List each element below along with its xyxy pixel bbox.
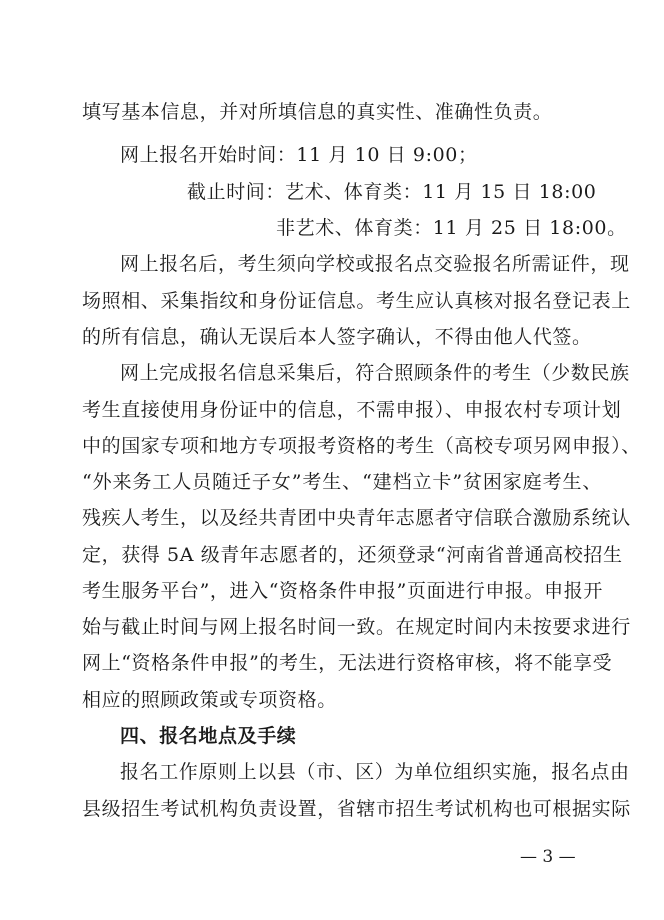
text-line: 考生服务平台”，进入“资格条件申报”页面进行申报。申报开 <box>82 580 603 602</box>
text-line: 县级招生考试机构负责设置，省辖市招生考试机构也可根据实际 <box>82 798 631 820</box>
text-line: 截止时间：艺术、体育类：11 月 15 日 18:00 <box>187 181 597 203</box>
text-line: 网上完成报名信息采集后，符合照顾条件的考生（少数民族 <box>120 362 630 384</box>
text-line: 考生直接使用身份证中的信息，不需申报）、申报农村专项计划 <box>82 399 622 421</box>
text-line: 网上“资格条件申报”的考生，无法进行资格审核，将不能享受 <box>82 652 613 674</box>
text-line: 填写基本信息，并对所填信息的真实性、准确性负责。 <box>82 101 553 123</box>
text-line: “外来务工人员随迁子女”考生、“建档立卡”贫困家庭考生、 <box>82 471 602 493</box>
text-line: 网上报名开始时间：11 月 10 日 9:00； <box>120 144 478 166</box>
text-line: 残疾人考生，以及经共青团中央青年志愿者守信联合激励系统认 <box>82 507 631 529</box>
page-number: — 3 — <box>520 847 576 867</box>
text-line: 网上报名后，考生须向学校或报名点交验报名所需证件，现 <box>120 253 630 275</box>
section-heading: 四、报名地点及手续 <box>120 725 297 747</box>
text-line: 始与截止时间与网上报名时间一致。在规定时间内未按要求进行 <box>82 616 631 638</box>
text-line: 相应的照顾政策或专项资格。 <box>82 689 337 711</box>
text-line: 定，获得 5A 级青年志愿者的，还须登录“河南省普通高校招生 <box>82 544 623 566</box>
text-line: 场照相、采集指纹和身份证信息。考生应认真核对报名登记表上 <box>82 290 631 312</box>
text-line: 中的国家专项和地方专项报考资格的考生（高校专项另网申报）、 <box>82 435 641 457</box>
text-line: 非艺术、体育类：11 月 25 日 18:00。 <box>276 217 627 239</box>
text-line: 的所有信息，确认无误后本人签字确认，不得由他人代签。 <box>82 326 592 348</box>
text-line: 报名工作原则上以县（市、区）为单位组织实施，报名点由 <box>120 761 630 783</box>
